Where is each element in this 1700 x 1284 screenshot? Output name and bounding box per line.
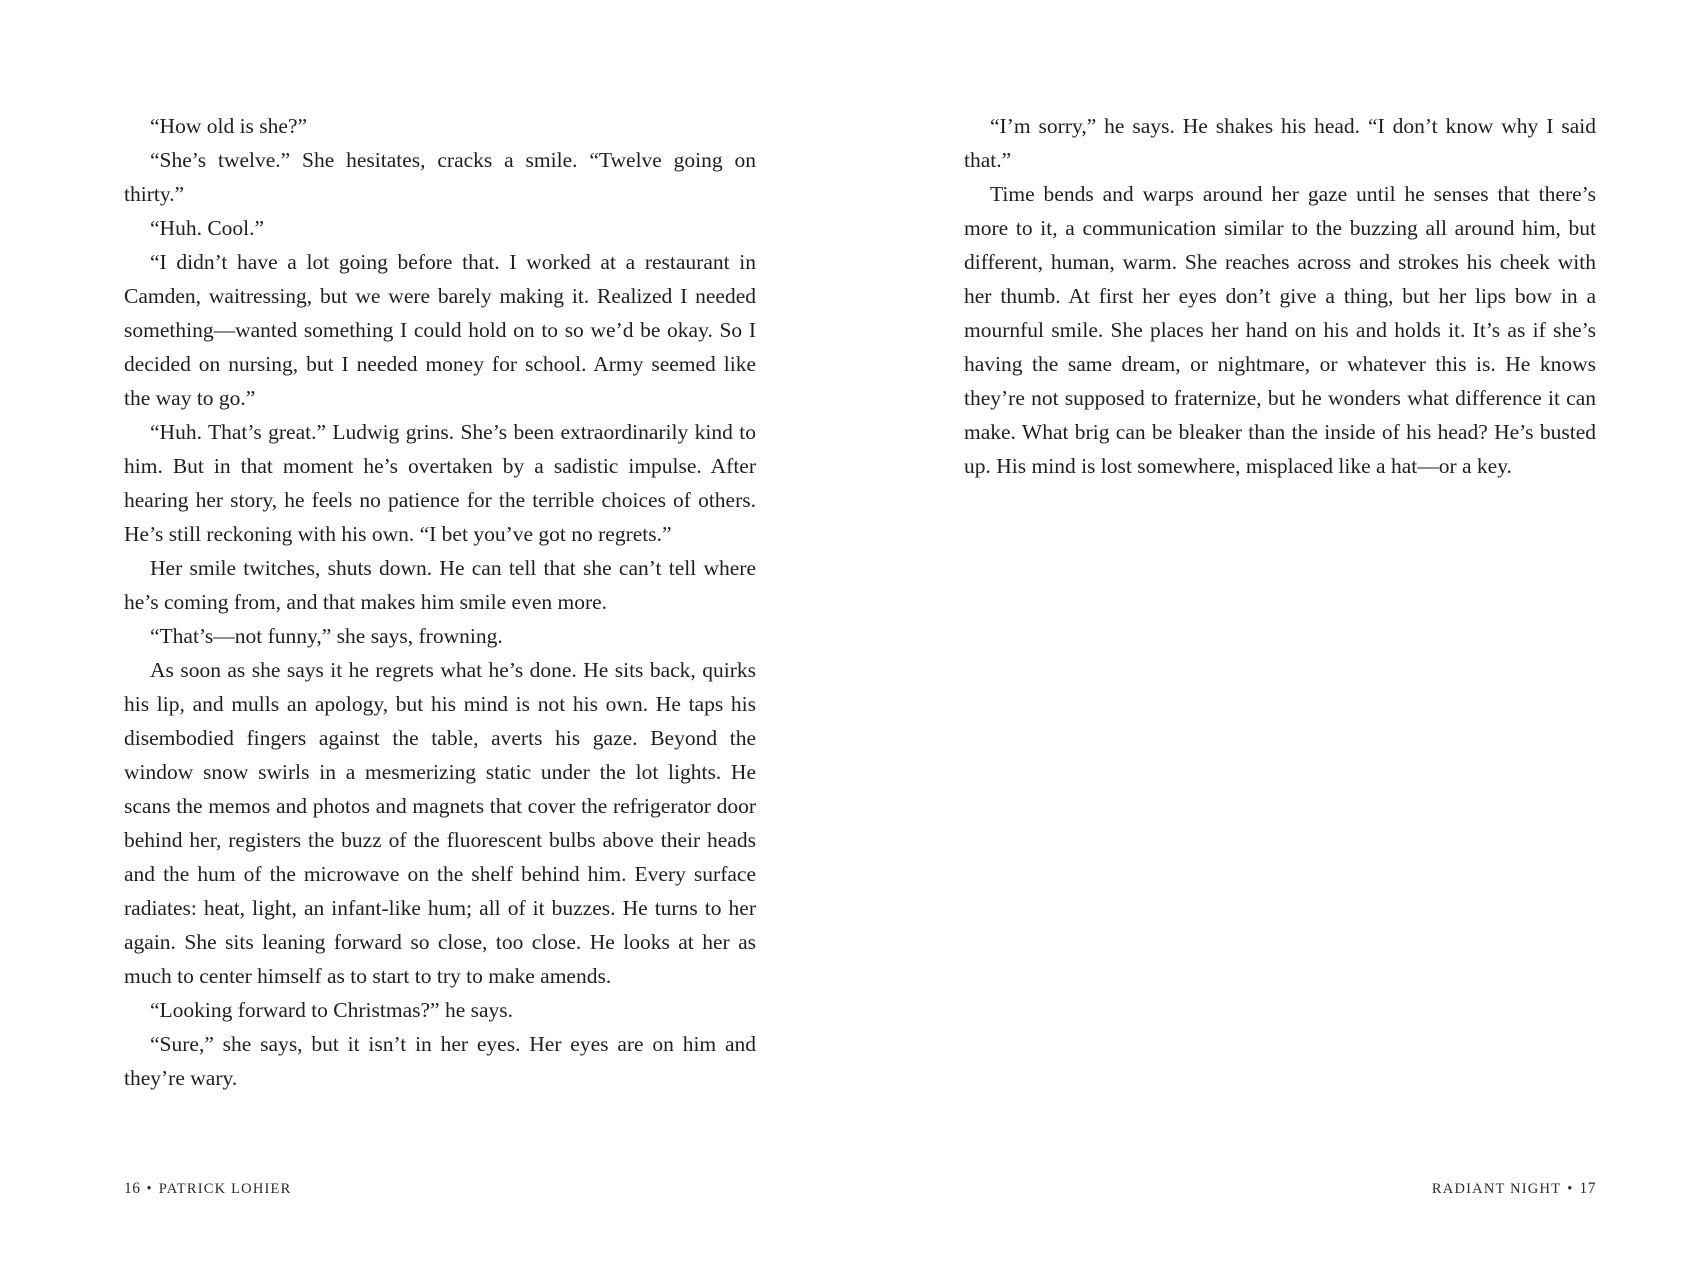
author-running-head: PATRICK LOHIER — [158, 1181, 292, 1197]
paragraph: “Huh. That’s great.” Ludwig grins. She’s been extraordinarily kind to him. But in that moment he’s overtaken by a sadistic impulse. After hearing her story, he feels no patience for the terrible choices of others. He’s still reckoning with his own. “I bet you’ve got no regrets.” — [124, 420, 756, 546]
paragraph: “Looking forward to Christmas?” he says. — [150, 998, 514, 1022]
left-page — [124, 109, 756, 1095]
paragraph: “Huh. Cool.” — [150, 216, 265, 240]
paragraph: “Sure,” she says, but it isn’t in her eyes. Her eyes are on him and they’re wary. — [124, 1032, 756, 1090]
paragraph: “How old is she?” — [150, 114, 308, 138]
bullet-separator: • — [146, 1181, 153, 1197]
left-page-text — [124, 109, 756, 1095]
page-number: 17 — [1579, 1180, 1596, 1197]
paragraph: Her smile twitches, shuts down. He can tell that she can’t tell where he’s coming from, and that makes him smile even more. — [124, 556, 756, 614]
paragraph: As soon as she says it he regrets what he’s done. He sits back, quirks his lip, and mulls an apology, but his mind is not his own. He taps his disembodied fingers against the table, averts his gaze. Beyond the window snow swirls in a mesmerizing static under the lot lights. He scans the memos and photos and magnets that cover the refrigerator door behind her, registers the buzz of the fluorescent bulbs above their heads and the hum of the microwave on the shelf behind him. Every surface radiates: heat, light, an infant-like hum; all of it buzzes. He turns to her again. She sits leaning forward so close, too close. He looks at her as much to center himself as to start to try to make amends. — [124, 658, 756, 988]
paragraph: “That’s—not funny,” she says, frowning. — [150, 624, 503, 648]
page-number: 16 — [124, 1180, 141, 1197]
paragraph: “She’s twelve.” She hesitates, cracks a smile. “Twelve going on thirty.” — [124, 148, 756, 206]
paragraph: Time bends and warps around her gaze until he senses that there’s more to it, a communication similar to the buzzing all around him, but different, human, warm. She reaches across and strokes his cheek with her thumb. At first her eyes don’t give a thing, but her lips bow in a mournful smile. She places her hand on his and holds it. It’s as if she’s having the same dream, or nightmare, or whatever this is. He knows they’re not supposed to fraternize, but he wonders what difference it can make. What brig can be bleaker than the inside of his head? He’s busted up. His mind is lost somewhere, misplaced like a hat—or a key. — [964, 182, 1596, 478]
bullet-separator: • — [1567, 1181, 1574, 1197]
paragraph: “I didn’t have a lot going before that. I worked at a restaurant in Camden, waitressing, but we were barely making it. Realized I needed something—wanted something I could hold on to so we’d be okay. So I decided on nursing, but I needed money for school. Army seemed like the way to go.” — [124, 250, 756, 410]
left-page-footer — [124, 1180, 291, 1198]
right-page-footer — [1432, 1180, 1596, 1198]
paragraph: “I’m sorry,” he says. He shakes his head. “I don’t know why I said that.” — [964, 114, 1596, 172]
right-page-text — [964, 109, 1596, 483]
title-running-head: RADIANT NIGHT — [1431, 1181, 1562, 1197]
right-page — [964, 109, 1596, 483]
